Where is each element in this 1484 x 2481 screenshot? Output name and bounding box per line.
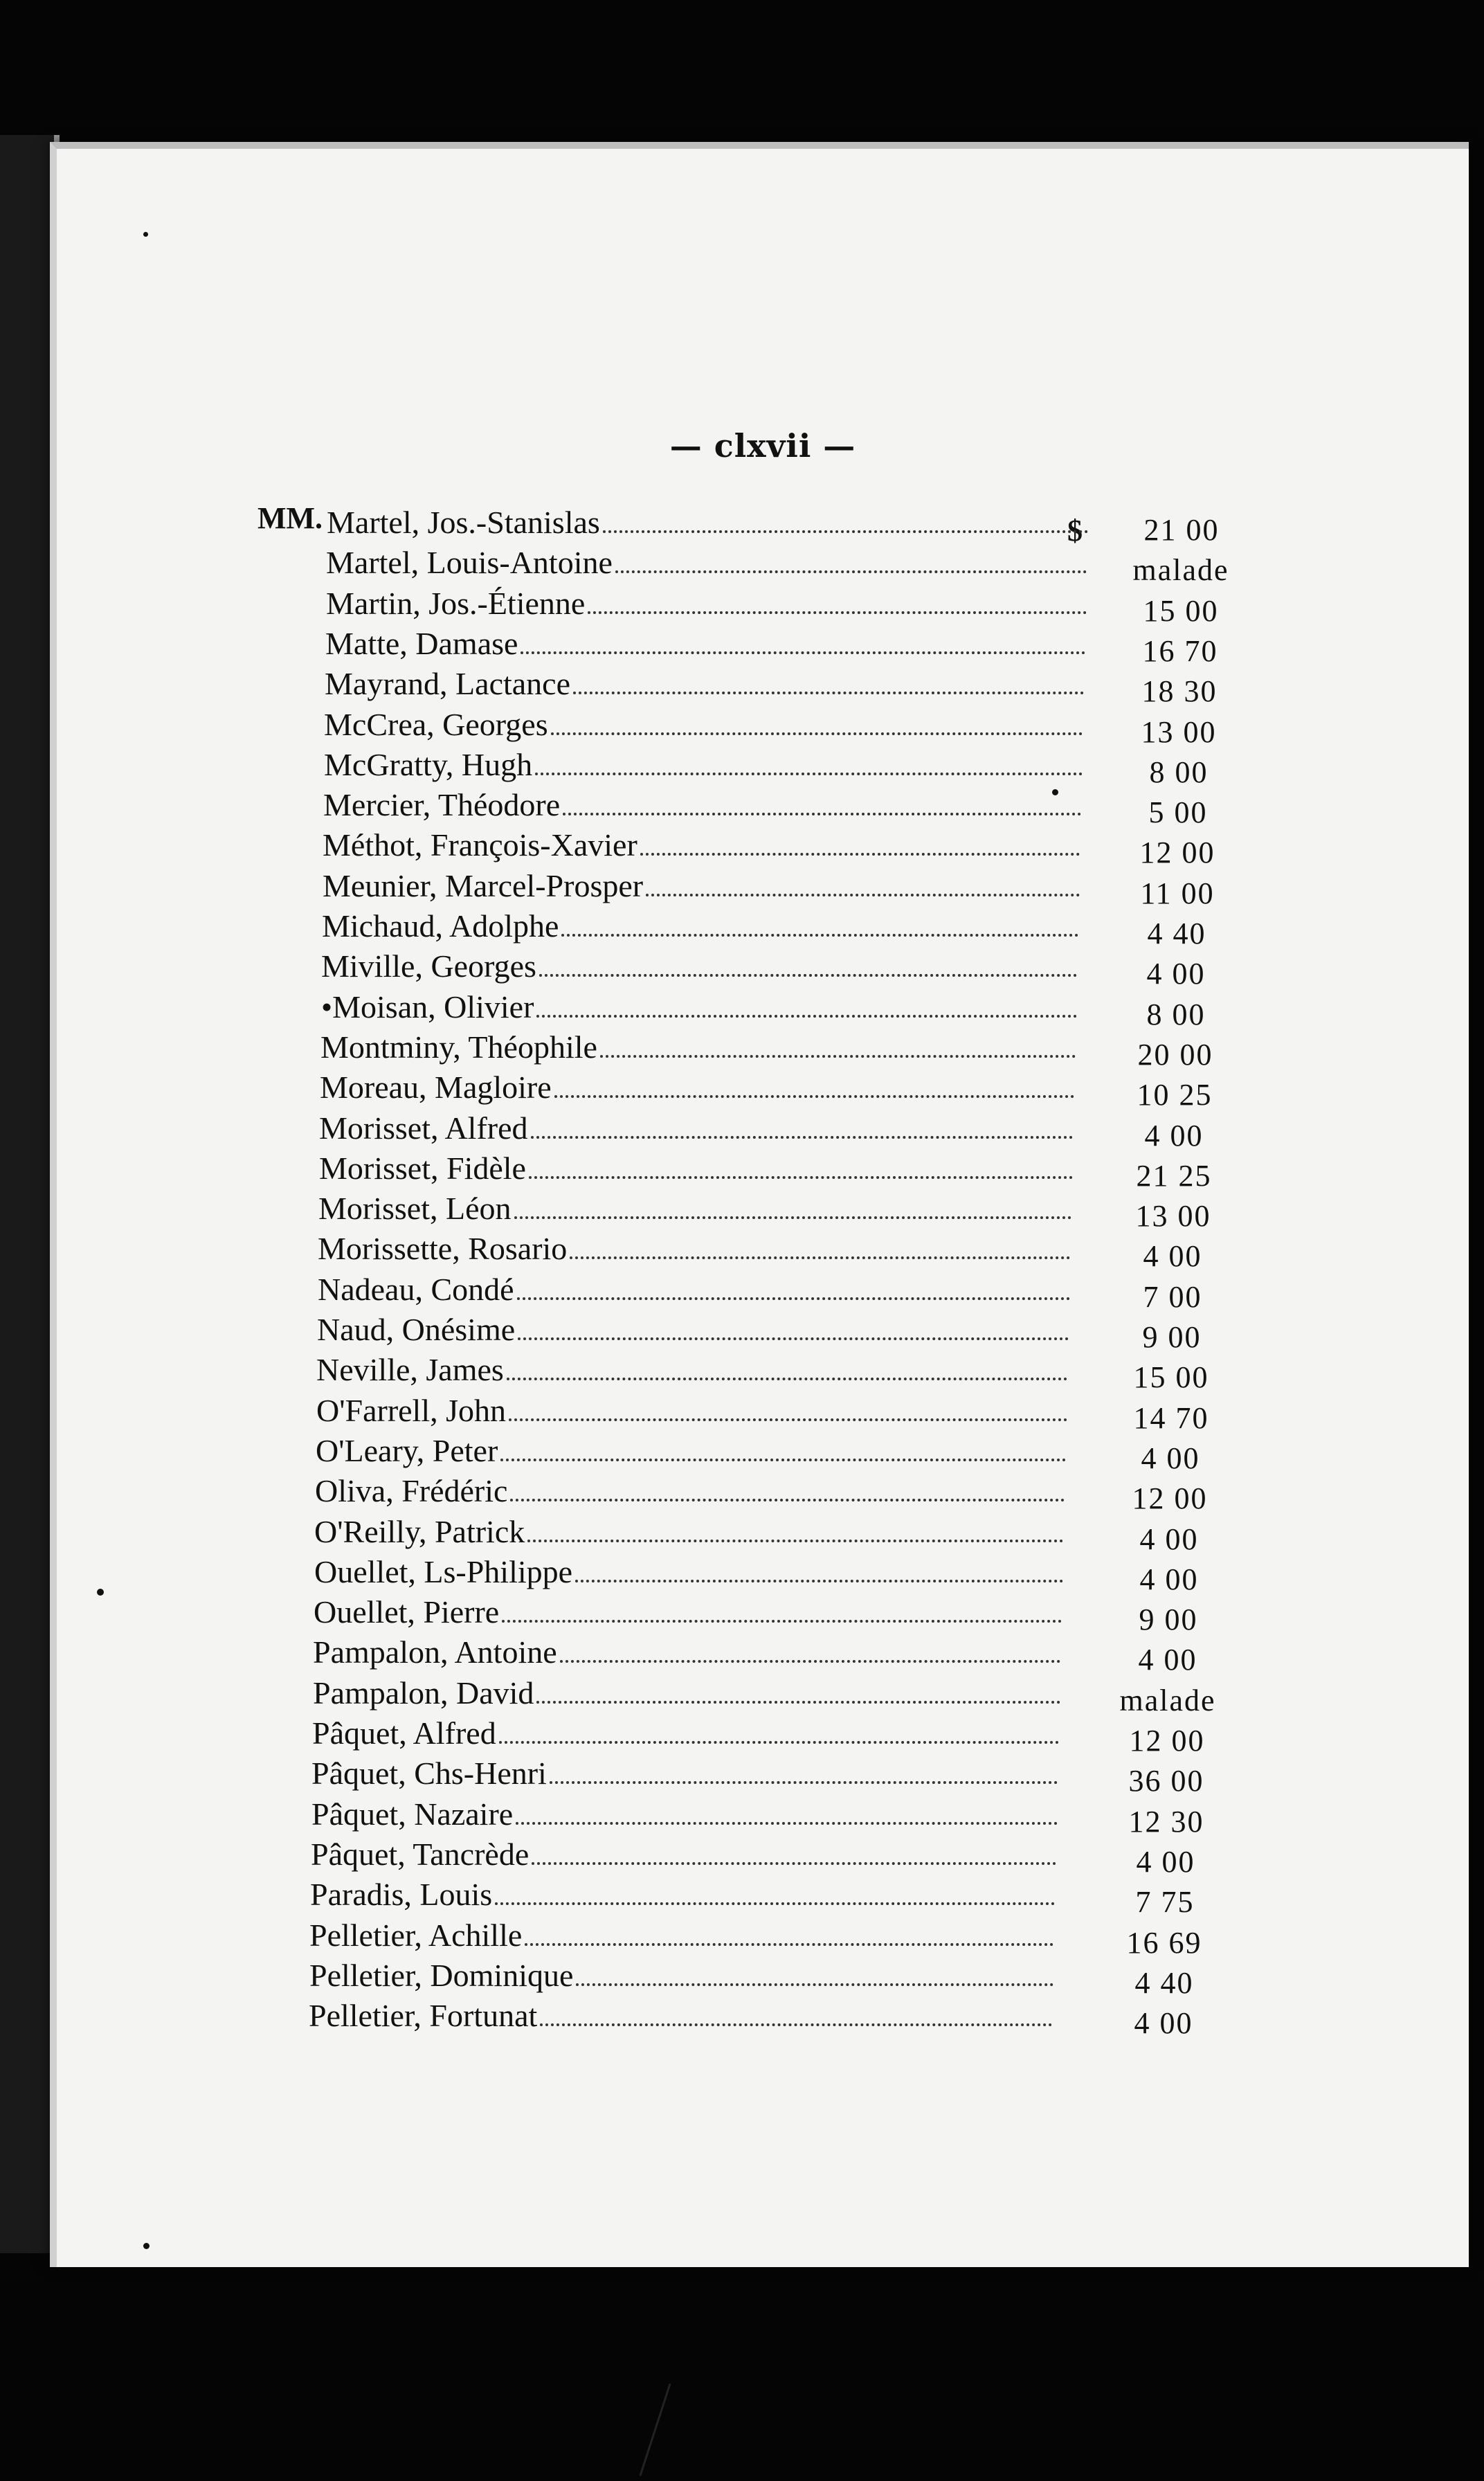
entry-name: McCrea, Georges <box>324 706 548 742</box>
dot-leader <box>527 1539 1063 1542</box>
entry-name: Ouellet, Pierre <box>314 1594 500 1630</box>
entry-amount: 10 25 <box>1137 1078 1213 1112</box>
list-item <box>311 1755 1065 1795</box>
list-item <box>309 1997 1059 2037</box>
entry-name: Pelletier, Dominique <box>309 1957 574 1993</box>
list-item <box>319 1150 1080 1190</box>
entry-amount: 8 00 <box>1146 997 1206 1031</box>
entry-amount: 12 30 <box>1128 1804 1204 1839</box>
entry-amount: 11 00 <box>1140 876 1215 910</box>
entry-amount: 8 00 <box>1149 755 1209 789</box>
list-item <box>317 1311 1076 1351</box>
dot-leader <box>507 1377 1067 1380</box>
entry-amount: 12 00 <box>1132 1481 1208 1516</box>
entry-name: Pelletier, Achille <box>309 1917 523 1953</box>
entry-name: Paradis, Louis <box>310 1877 493 1913</box>
dot-leader <box>514 1216 1071 1219</box>
list-item <box>327 504 1095 544</box>
entry-name: Mercier, Théodore <box>323 787 561 823</box>
document-page <box>50 142 1469 2267</box>
entry-name: Nadeau, Condé <box>318 1271 514 1307</box>
entry-name: Martin, Jos.-Étienne <box>326 585 586 621</box>
entry-amount: 12 00 <box>1129 1724 1205 1758</box>
entry-amount: 12 00 <box>1139 836 1215 870</box>
list-item <box>309 1917 1060 1957</box>
dot-leader <box>570 1256 1070 1259</box>
entry-name: Morisset, Léon <box>318 1191 512 1227</box>
list-item <box>320 1029 1083 1069</box>
entry-amount: 36 00 <box>1128 1764 1204 1798</box>
entry-amount: 4 40 <box>1147 917 1206 950</box>
list-item <box>316 1432 1073 1472</box>
list-item <box>310 1876 1062 1916</box>
entry-name: Morisset, Alfred <box>319 1110 528 1146</box>
entry-name: Pâquet, Chs-Henri <box>311 1756 547 1792</box>
dot-leader <box>517 1297 1070 1300</box>
dot-leader <box>540 2023 1052 2026</box>
scan-stroke <box>639 2383 671 2476</box>
entry-name: Ouellet, Ls-Philippe <box>314 1553 573 1589</box>
entry-amount: 4 00 <box>1134 2006 1193 2041</box>
list-item <box>325 625 1092 665</box>
dot-leader <box>554 1094 1074 1098</box>
entry-amount: malade <box>1132 553 1229 588</box>
entry-name: O'Farrell, John <box>316 1392 507 1428</box>
list-item <box>320 1069 1081 1109</box>
currency-symbol: $ <box>1067 514 1083 548</box>
dot-leader <box>525 1942 1053 1946</box>
entry-name: Morisset, Fidèle <box>319 1150 526 1186</box>
dot-leader <box>539 973 1077 977</box>
list-item <box>326 585 1094 625</box>
dot-leader <box>516 1821 1058 1825</box>
entry-amount: 4 00 <box>1138 1643 1197 1677</box>
list-item <box>313 1634 1067 1674</box>
entry-amount: 13 00 <box>1135 1199 1211 1234</box>
list-item <box>316 1392 1074 1432</box>
entry-amount: 4 00 <box>1139 1522 1199 1556</box>
list-item <box>316 1351 1074 1391</box>
honorific-prefix: MM. <box>257 501 323 535</box>
entry-amount: 4 00 <box>1146 957 1206 991</box>
list-item <box>324 706 1089 746</box>
list-item <box>323 786 1088 827</box>
list-item <box>318 1190 1078 1230</box>
list-item <box>321 989 1084 1029</box>
entry-amount: 21 00 <box>1143 513 1220 547</box>
entry-amount: 13 00 <box>1141 714 1217 749</box>
entry-name: Mayrand, Lactance <box>325 666 571 702</box>
list-item <box>318 1271 1077 1311</box>
entry-name: Neville, James <box>316 1352 504 1388</box>
entry-name: Matte, Damase <box>325 625 518 661</box>
entry-name: Méthot, François-Xavier <box>323 827 637 863</box>
entry-name: O'Reilly, Patrick <box>314 1513 525 1549</box>
list-item <box>318 1230 1077 1270</box>
list-item <box>325 665 1091 705</box>
dot-leader <box>561 933 1078 937</box>
entry-amount: malade <box>1119 1683 1216 1717</box>
entry-amount: 7 00 <box>1143 1279 1202 1314</box>
entry-name: Michaud, Adolphe <box>322 908 559 944</box>
dot-leader <box>646 893 1080 896</box>
entry-name: Moreau, Magloire <box>320 1070 552 1106</box>
entry-name: McGratty, Hugh <box>324 746 533 782</box>
list-item <box>319 1110 1080 1150</box>
entry-amount: 20 00 <box>1137 1037 1213 1072</box>
list-item <box>315 1472 1071 1513</box>
entry-amount: 14 70 <box>1133 1400 1209 1435</box>
dot-leader <box>575 1579 1063 1582</box>
entry-amount: 16 69 <box>1126 1925 1202 1960</box>
list-item <box>309 1957 1060 1997</box>
list-item <box>313 1675 1067 1715</box>
entry-amount: 5 00 <box>1148 795 1208 830</box>
list-item <box>322 908 1085 948</box>
entry-amount: 4 00 <box>1143 1239 1202 1274</box>
entry-name: Martel, Louis-Antoine <box>326 545 613 581</box>
entry-amount: 15 00 <box>1133 1360 1209 1395</box>
entry-name: Pampalon, Antoine <box>313 1634 557 1670</box>
dot-leader <box>535 772 1083 775</box>
list-item <box>314 1594 1069 1634</box>
entry-amount: 9 00 <box>1142 1320 1202 1354</box>
dot-leader <box>531 1135 1073 1139</box>
entry-amount: 4 40 <box>1134 1965 1194 2000</box>
dot-leader <box>495 1902 1055 1905</box>
list-item <box>323 827 1087 867</box>
entry-amount: 4 00 <box>1141 1441 1200 1475</box>
dot-leader <box>573 691 1084 694</box>
dot-leader <box>518 1337 1069 1340</box>
dot-leader <box>500 1458 1066 1461</box>
scan-speck <box>143 232 148 237</box>
entry-amount: 7 75 <box>1135 1885 1195 1920</box>
entry-amount: 21 25 <box>1136 1158 1212 1193</box>
scan-speck <box>1052 789 1058 795</box>
list-item <box>312 1715 1066 1755</box>
entry-name: Pâquet, Nazaire <box>311 1796 514 1832</box>
entry-name: Pâquet, Alfred <box>312 1715 496 1751</box>
entry-name: Martel, Jos.-Stanislas <box>327 505 600 540</box>
dot-leader <box>509 1418 1067 1421</box>
dot-leader <box>600 1054 1076 1058</box>
list-item <box>323 867 1087 908</box>
entry-amount: 16 70 <box>1142 633 1218 668</box>
dot-leader <box>502 1619 1062 1623</box>
dot-leader <box>532 1861 1056 1865</box>
entry-name: Meunier, Marcel-Prosper <box>323 867 644 903</box>
dot-leader <box>510 1498 1065 1501</box>
entry-name: Montminy, Théophile <box>320 1029 597 1065</box>
dot-leader <box>536 1700 1060 1704</box>
dot-leader <box>563 812 1081 815</box>
list-item <box>311 1836 1063 1876</box>
dot-leader <box>588 611 1087 614</box>
dot-leader <box>576 1983 1053 1986</box>
dot-leader <box>521 651 1085 654</box>
entry-name: Miville, Georges <box>321 948 536 984</box>
entry-amount: 9 00 <box>1139 1603 1198 1637</box>
list-item <box>311 1796 1065 1836</box>
dot-leader <box>615 570 1087 573</box>
entry-name: Morissette, Rosario <box>318 1231 568 1267</box>
dot-leader <box>560 1659 1060 1663</box>
dot-leader <box>499 1740 1059 1744</box>
entry-name: Pâquet, Tancrède <box>311 1836 530 1872</box>
scan-speck <box>97 1589 104 1596</box>
entry-amount: 18 30 <box>1141 674 1218 709</box>
entry-amount: 15 00 <box>1143 593 1219 628</box>
dot-leader <box>603 530 1088 533</box>
dot-leader <box>551 732 1083 735</box>
page-number: — clxvii — <box>669 427 856 464</box>
entry-name: Naud, Onésime <box>317 1312 516 1347</box>
dot-leader <box>640 852 1080 856</box>
list-item <box>324 746 1089 786</box>
dot-leader <box>550 1780 1058 1784</box>
list-item <box>326 544 1094 584</box>
scan-speck <box>143 2243 150 2249</box>
entry-name: •Moisan, Olivier <box>321 989 534 1025</box>
entry-name: Pampalon, David <box>313 1675 534 1711</box>
entry-amount: 4 00 <box>1144 1118 1204 1153</box>
entry-name: Oliva, Frédéric <box>315 1473 508 1509</box>
dot-leader <box>536 1014 1077 1018</box>
list-item <box>314 1513 1070 1553</box>
entry-name: O'Leary, Peter <box>316 1432 498 1468</box>
entry-amount: 4 00 <box>1136 1844 1195 1879</box>
entry-name: Pelletier, Fortunat <box>309 1998 538 2034</box>
list-item <box>321 948 1084 988</box>
entry-amount: 4 00 <box>1139 1562 1199 1596</box>
list-item <box>314 1553 1070 1594</box>
dot-leader <box>529 1175 1073 1179</box>
